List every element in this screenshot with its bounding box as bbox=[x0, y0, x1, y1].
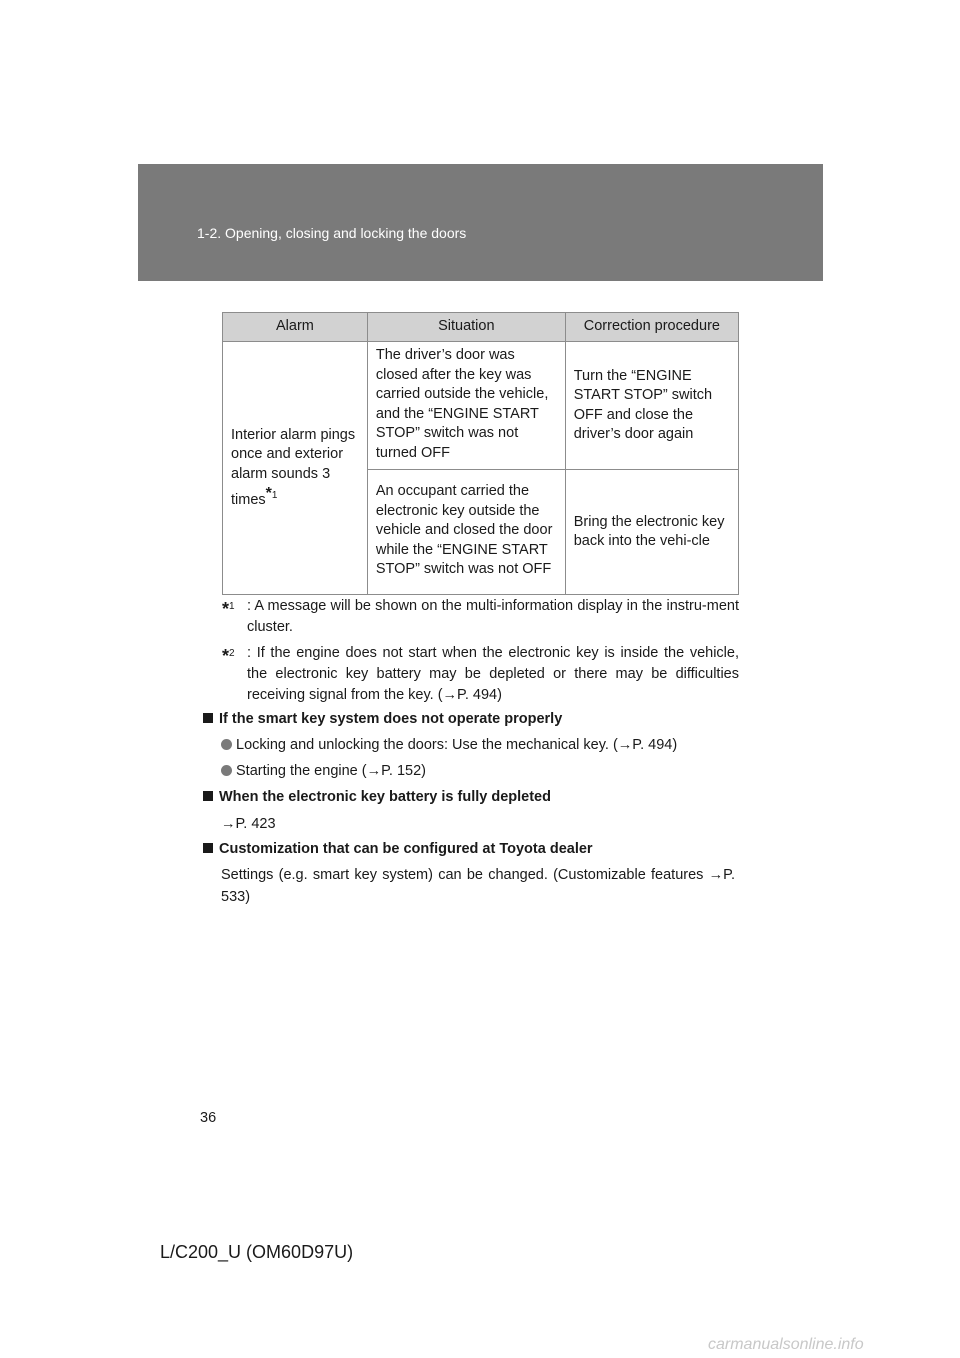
heading-not-operate: If the smart key system does not operate properly bbox=[203, 711, 562, 727]
column-header-alarm: Alarm bbox=[223, 313, 368, 342]
correction-cell: Bring the electronic key back into the vehi-cle bbox=[565, 470, 738, 595]
alarm-note-number: 1 bbox=[271, 490, 278, 502]
manual-code: L/C200_U (OM60D97U) bbox=[160, 1242, 354, 1262]
column-header-correction: Correction procedure bbox=[565, 313, 738, 342]
footnote-1 bbox=[222, 596, 739, 638]
chapter-header-band bbox=[138, 164, 823, 281]
column-header-situation: Situation bbox=[367, 313, 565, 342]
square-bullet-icon bbox=[203, 791, 213, 801]
circle-bullet-icon bbox=[221, 739, 232, 750]
list-item: Starting the engine (→P. 152) bbox=[221, 763, 426, 779]
footnote-marker: *$^1$ bbox=[222, 598, 235, 619]
alarm-table bbox=[222, 312, 739, 595]
section-title: 1-2. Opening, closing and locking the doors bbox=[197, 225, 467, 241]
table-header-row bbox=[223, 313, 739, 342]
watermark: carmanualsonline.info bbox=[708, 1336, 864, 1353]
alarm-text: Interior alarm pings once and exterior alarm sounds 3 times bbox=[231, 426, 356, 508]
square-bullet-icon bbox=[203, 713, 213, 723]
list-item: Locking and unlocking the doors: Use the mechanical key. (→P. 494) bbox=[221, 737, 677, 753]
circle-bullet-icon bbox=[221, 765, 232, 776]
correction-cell: Turn the “ENGINE START STOP” switch OFF and close the driver’s door again bbox=[565, 342, 738, 470]
heading-customization: Customization that can be configured at Toyota dealer bbox=[203, 841, 593, 857]
footnote-text: : A message will be shown on the multi-information display in the instru-ment cluster. bbox=[247, 598, 739, 635]
situation-cell: The driver’s door was closed after the key was carried outside the vehicle, and the “ENGINE START STOP” switch was not turned OFF bbox=[367, 342, 565, 470]
page-number: 36 bbox=[200, 1110, 217, 1126]
depleted-text: →P. 423 bbox=[221, 816, 276, 832]
customization-text: Settings (e.g. smart key system) can be changed. (Customizable features →P. 533) bbox=[221, 867, 735, 905]
footnote-marker: *$^2$ bbox=[222, 645, 235, 666]
situation-cell: An occupant carried the electronic key outside the vehicle and closed the door while the “ENGINE START STOP” switch was not OFF bbox=[367, 470, 565, 595]
square-bullet-icon bbox=[203, 843, 213, 853]
table-row bbox=[223, 342, 739, 470]
footnote-2 bbox=[222, 643, 739, 706]
alarm-cell bbox=[223, 342, 368, 595]
footnote-text: : If the engine does not start when the electronic key is inside the vehicle, the electronic key battery may be depleted or there may be difficulties receiving signal from the key. (→P. 494) bbox=[247, 645, 739, 703]
alarm-note-star: * bbox=[265, 485, 272, 503]
heading-depleted: When the electronic key battery is fully depleted bbox=[203, 789, 551, 805]
